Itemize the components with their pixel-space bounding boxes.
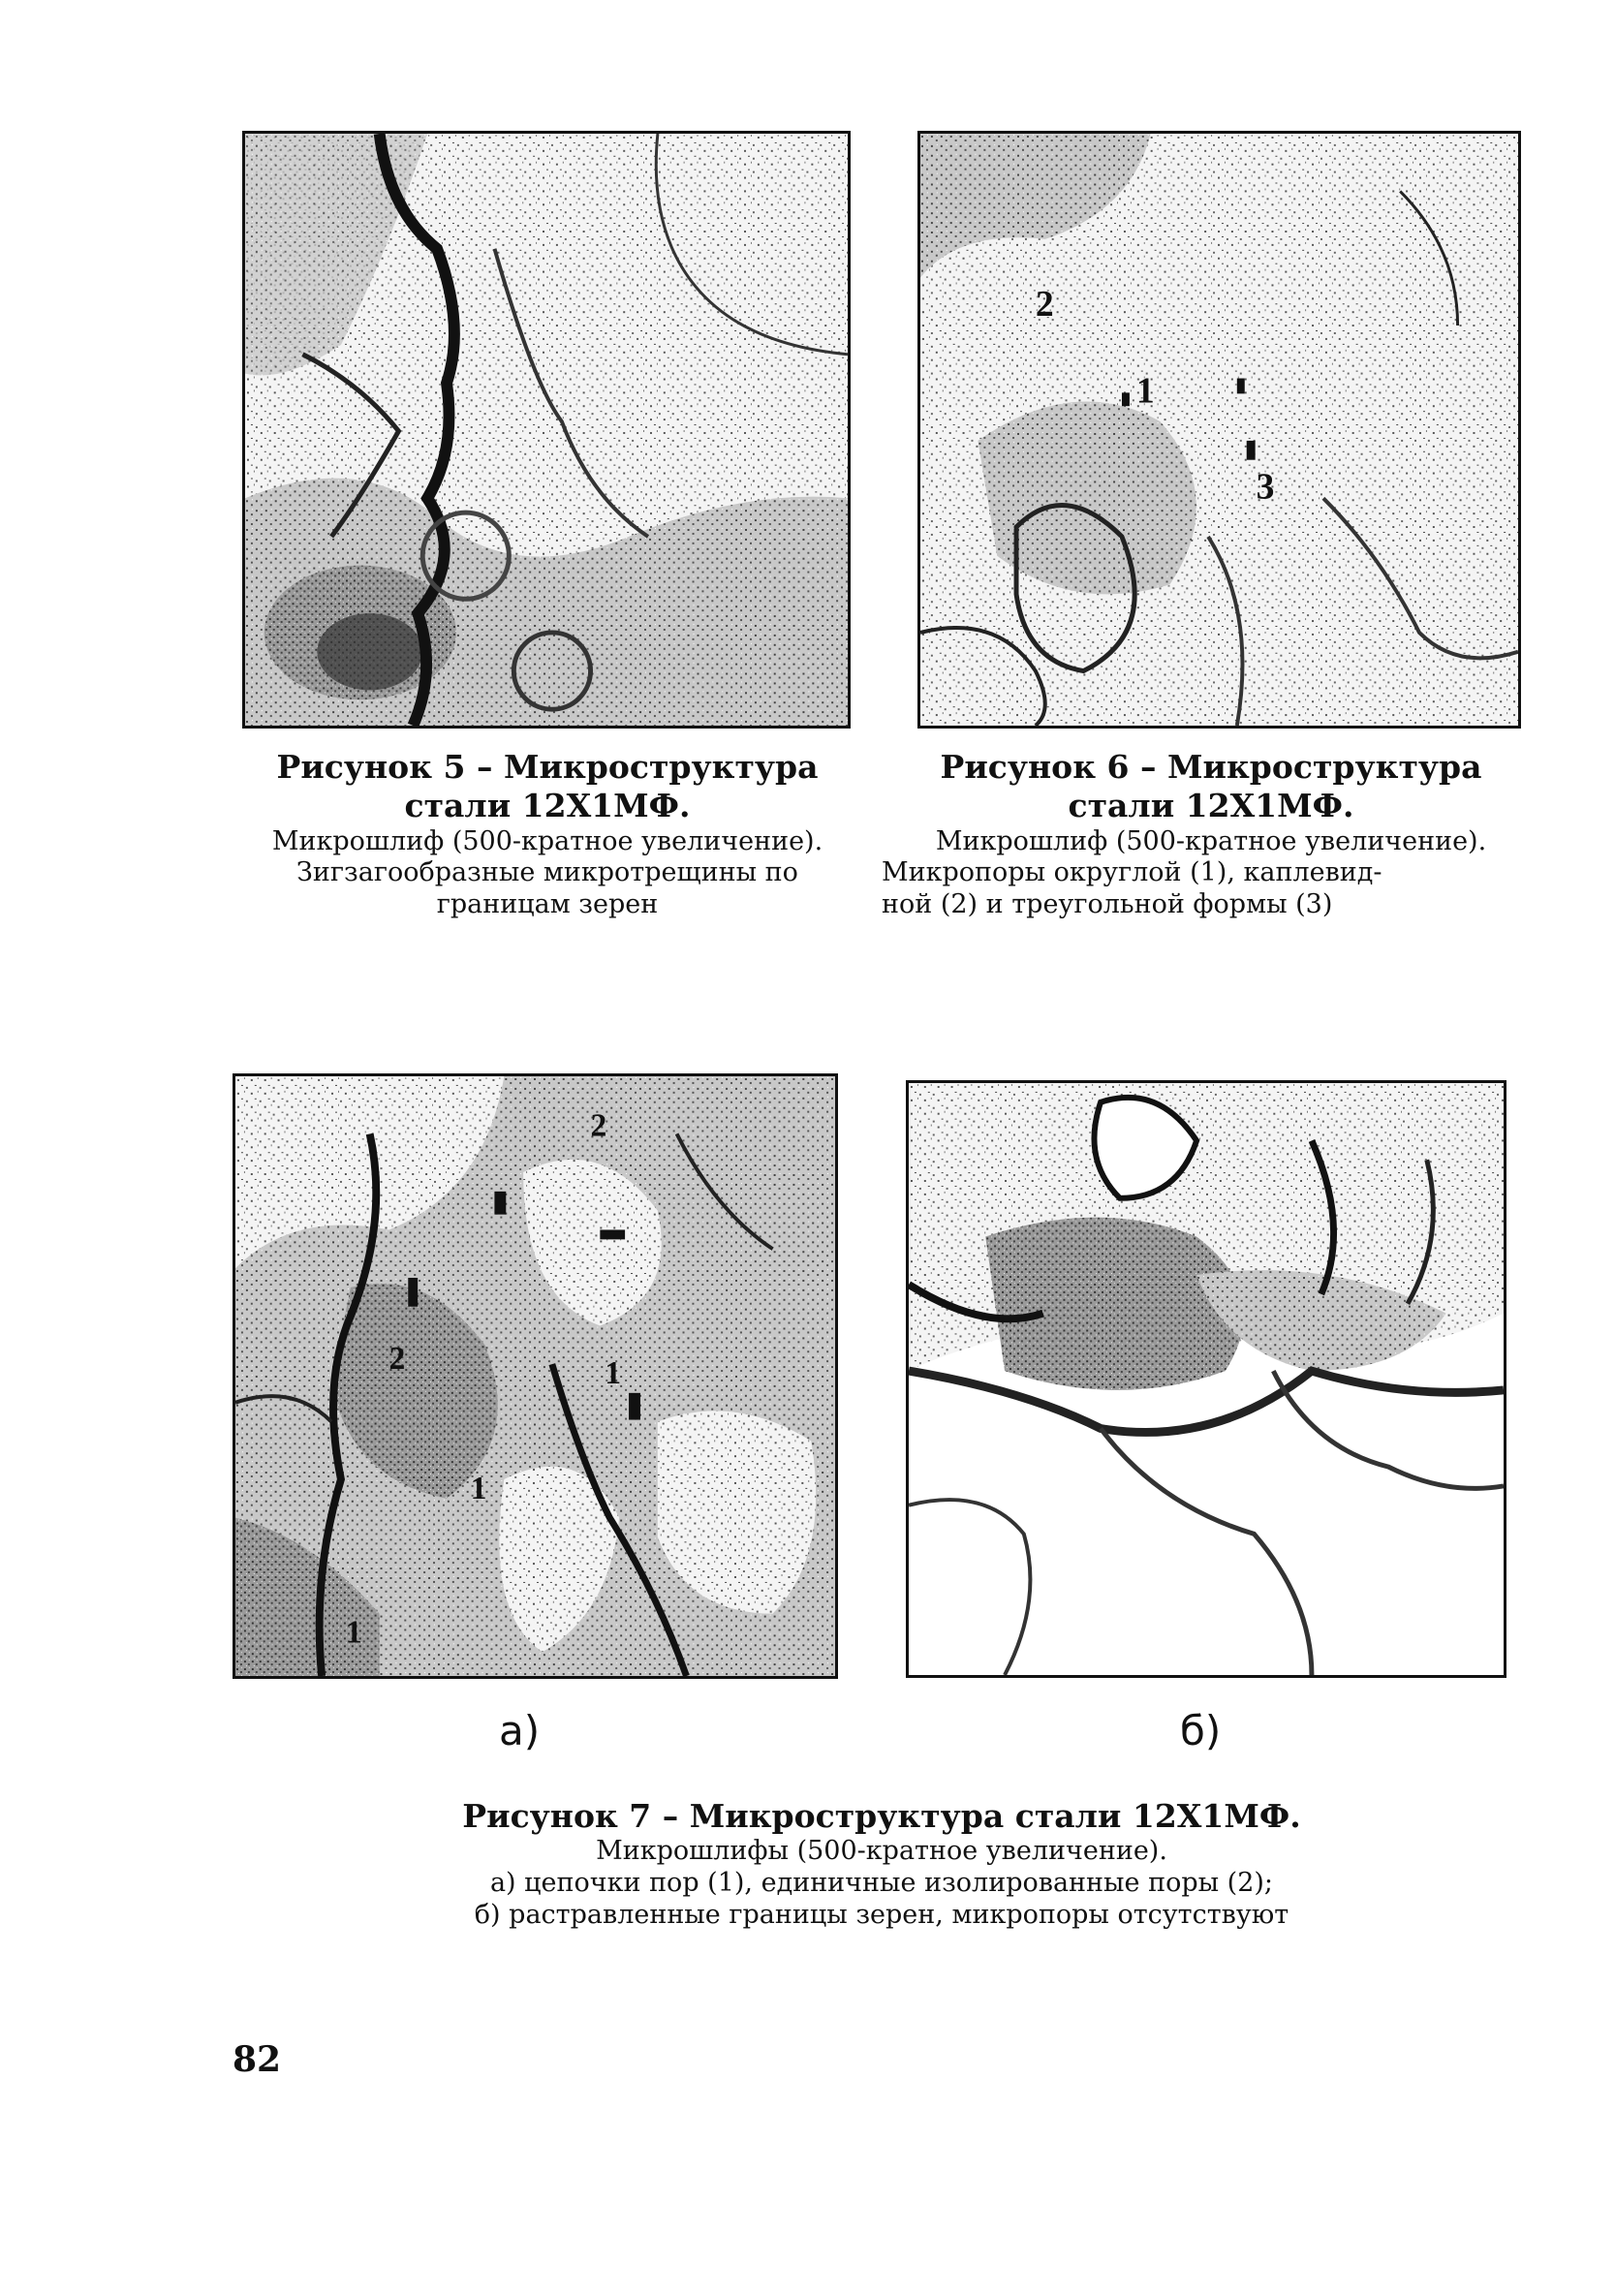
figure7b-micrograph: [906, 1080, 1506, 1678]
pore-marker-3: 3: [1256, 466, 1275, 508]
figure6-micrograph: [917, 131, 1521, 729]
pore-marker-1: 1: [1135, 370, 1155, 412]
figure6-body-line3: ной (2) и треугольной формы (3): [882, 889, 1333, 920]
figure7-caption: [388, 1797, 1376, 1932]
figure5-caption: [233, 748, 862, 921]
figure5-body-line1: Микрошлиф (500-кратное увеличение).: [271, 825, 823, 856]
figure7a-micrograph: [233, 1073, 838, 1679]
isolated-pore-marker-2b: 2: [388, 1341, 406, 1378]
figure6-body-line2: Микропоры округлой (1), каплевид-: [882, 857, 1382, 888]
pore-marker-2: 2: [1035, 284, 1054, 326]
figure6-title-line2: стали 12Х1МФ.: [1068, 787, 1354, 825]
micrograph-image: [235, 1076, 835, 1676]
figure6-body-line1: Микрошлиф (500-кратное увеличение).: [935, 825, 1487, 856]
micrograph-image: [245, 134, 848, 726]
figure6-caption: [882, 748, 1540, 921]
pore-chain-marker-1c: 1: [605, 1354, 622, 1391]
figure5-body-line3: границам зерен: [436, 889, 659, 920]
isolated-pore-marker-2: 2: [590, 1107, 607, 1144]
figure7-label-a: а): [499, 1707, 541, 1754]
figure7-body-line3: б) растравленные границы зерен, микропоры отсутствуют: [474, 1900, 1289, 1931]
figure5-title-line2: стали 12Х1МФ.: [404, 787, 691, 825]
figure6-title-line1: Рисунок 6 – Микроструктура: [940, 748, 1482, 786]
figure7-body-line1: Микрошлифы (500-кратное увеличение).: [596, 1836, 1167, 1867]
micrograph-image: [909, 1083, 1504, 1675]
figure7-body-line2: а) цепочки пор (1), единичные изолированные поры (2);: [489, 1868, 1274, 1899]
figure5-title-line1: Рисунок 5 – Микроструктура: [276, 748, 819, 786]
figure5-micrograph: [242, 131, 851, 729]
pore-chain-marker-1: 1: [470, 1470, 487, 1506]
figure7-title: Рисунок 7 – Микроструктура стали 12Х1МФ.: [462, 1797, 1301, 1835]
micrograph-image: [920, 134, 1518, 726]
pore-chain-marker-1b: 1: [345, 1614, 362, 1651]
figure7-label-b: б): [1180, 1707, 1222, 1754]
page-number: 82: [233, 2039, 282, 2080]
figure5-body-line2: Зигзагообразные микротрещины по: [296, 857, 798, 888]
